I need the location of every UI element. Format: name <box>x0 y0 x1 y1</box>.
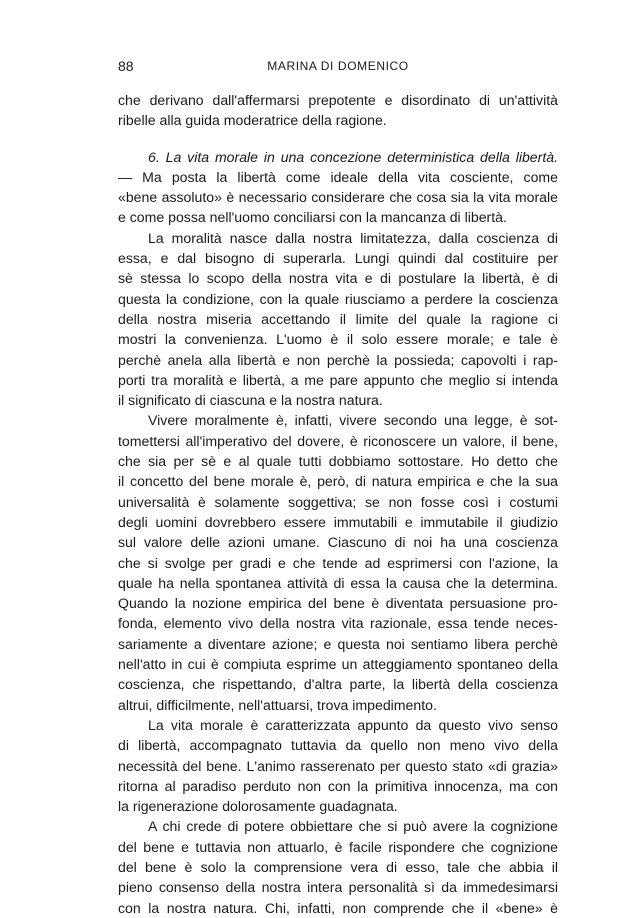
text-line: ribelle alla guida moderatrice della ragione. <box>118 112 387 129</box>
text-line: perchè anela alla libertà e non perchè la possieda; capovolti i rap- <box>118 351 558 368</box>
text-line: del bene e tuttavia non attuarlo, è facile rispondere che cognizione <box>118 838 558 855</box>
section-heading-line: 6. La vita morale in una concezione deterministica della libertà. <box>148 148 558 165</box>
text-line: La moralità nasce dalla nostra limitatezza, dalla coscienza di <box>148 229 558 246</box>
text-line: universalità è solamente soggettiva; se non fosse così i costumi <box>118 493 558 510</box>
text-line: del bene è solo la comprensione vera di esso, tale che abbia il <box>118 858 558 875</box>
text-line: fonda, elemento vivo della nostra vita razionale, essa tende neces- <box>118 615 558 632</box>
text-line: altrui, difficilmente, nell'attuarsi, trova impedimento. <box>118 696 437 713</box>
section-gap <box>118 131 558 147</box>
text-line: sul valore delle azioni umane. Ciascuno di noi ha una coscienza <box>118 534 558 551</box>
book-page <box>118 58 558 918</box>
text-line: e come possa nell'uomo conciliarsi con la mancanza di libertà. <box>118 209 507 226</box>
text-line: il significato di ciascuna e la nostra natura. <box>118 392 383 409</box>
page-header <box>118 58 558 80</box>
text-line: la rigenerazione dolorosamente guadagnata. <box>118 798 398 815</box>
text-line: che sia per sè e al quale tutti dobbiamo sottostare. Ho detto che <box>118 453 558 470</box>
text-line: con la nostra natura. Chi, infatti, non comprende che il «bene» è <box>118 899 558 916</box>
text-line: La vita morale è caratterizzata appunto da questo vivo senso <box>148 716 558 733</box>
text-line: il concetto del bene morale è, però, di natura empirica e che la sua <box>118 473 558 490</box>
running-title: MARINA DI DOMENICO <box>267 59 409 73</box>
text-line: necessità del bene. L'animo rasserenato per questo stato «di grazia» <box>118 757 558 774</box>
text-line: pieno consenso della nostra intera personalità sì da immedesimarsi <box>118 879 558 896</box>
text-line: porti tra moralità e libertà, a me pare appunto che meglio si intenda <box>118 371 558 388</box>
text-line: mostri la convenienza. L'uomo è il solo essere morale; e tale è <box>118 331 558 348</box>
text-line: sè stessa lo scopo della nostra vita e di postulare la libertà, è di <box>118 270 558 287</box>
text-line: della nostra miseria accettando il limite del quale la ragione ci <box>118 310 558 327</box>
text-line: — Ma posta la libertà come ideale della vita cosciente, come <box>118 168 558 185</box>
text-line: Quando la nozione empirica del bene è diventata persuasione pro- <box>118 595 558 612</box>
text-line: degli uomini dovrebbero essere immutabili e immutabile il giudizio <box>118 513 558 530</box>
text-line: «bene assoluto» è necessario considerare che cosa sia la vita morale <box>118 189 558 206</box>
page-number: 88 <box>118 58 134 74</box>
text-line: che si svolge per gradi e che tende ad esprimersi con l'azione, la <box>118 554 558 571</box>
text-line: che derivano dall'affermarsi prepotente e disordinato di un'attività <box>118 92 558 108</box>
text-line: quale ha nella spontanea attività di essa la causa che la determina. <box>118 574 558 591</box>
text-line: ritorna al paradiso perduto non con la primitiva innocenza, ma con <box>118 777 558 794</box>
text-line: essa, e dal bisogno di superarla. Lungi quindi dal costituire per <box>118 250 558 267</box>
text-line: nell'atto in cui è compiuta esprime un atteggiamento spontaneo della <box>118 656 558 673</box>
text-line: tomettersi all'imperativo del dovere, è riconoscere un valore, il bene, <box>118 432 558 449</box>
text-line: di libertà, accompagnato tuttavia da quello non meno vivo della <box>118 737 558 754</box>
body-text <box>118 90 558 918</box>
text-line: sariamente a diventare azione; e questa noi sentiamo libera perchè <box>118 635 558 652</box>
text-line: Vivere moralmente è, infatti, vivere secondo una legge, è sot- <box>148 412 558 429</box>
text-line: coscienza, che rispettando, d'altra parte, la libertà della coscienza <box>118 676 558 693</box>
text-line: questa la condizione, con la quale riusciamo a perdere la coscienza <box>118 290 558 307</box>
text-line: A chi crede di potere obbiettare che si può avere la cognizione <box>148 818 558 835</box>
